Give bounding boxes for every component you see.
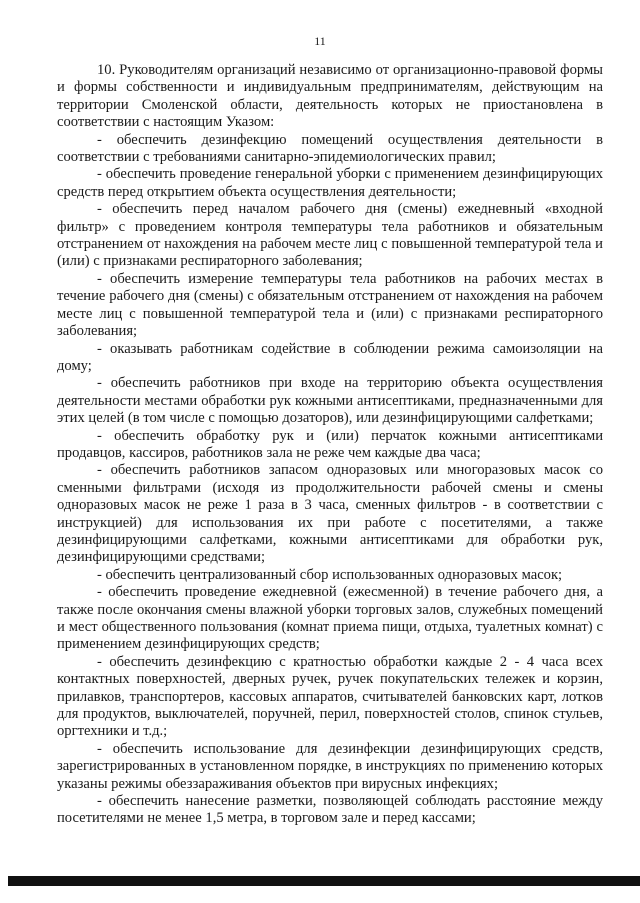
- page-number: 11: [314, 34, 326, 48]
- list-item-disinfection: - обеспечить дезинфекцию помещений осуществления деятельности в соответствии с требованиями санитарно-эпидемиологических правил;: [57, 131, 603, 166]
- section-10-intro: 10. Руководителям организаций независимо от организационно-правовой формы и формы собственности и индивидуальным предпринимателям, действующим на территории Смоленской области, деятельность которых не приостановлена в соответствии с настоящим Указом:: [57, 62, 603, 131]
- list-item-general-cleaning: - обеспечить проведение генеральной уборки с применением дезинфицирующих средств перед открытием объекта осуществления деятельности;: [57, 166, 603, 200]
- list-item-masks-supply: - обеспечить работников запасом одноразовых или многоразовых масок со сменными фильтрами (исходя из продолжительности рабочей смены и смены одноразовых масок не реже 1 раза в 3 часа, сменных фильтров - в соответствии с инструкцией) для использования их при работе с посетителями, а также дезинфицирующими салфетками, кожными антисептиками для обработки рук, дезинфицирующими средствами;: [57, 462, 603, 566]
- scan-edge-bar: [8, 876, 640, 886]
- document-body: [57, 62, 603, 828]
- list-item-mask-collection: - обеспечить централизованный сбор использованных одноразовых масок;: [97, 566, 563, 583]
- list-item-entry-filter: - обеспечить перед началом рабочего дня (смены) ежедневный «входной фильтр» с проведением контроля температуры тела работников и обязательным отстранением от нахождения на рабочем месте лиц с повышенной температурой тела и (или) с признаками респираторного заболевания;: [57, 201, 603, 270]
- list-item-wet-cleaning: - обеспечить проведение ежедневной (ежесменной) в течение рабочего дня, а также после окончания смены влажной уборки торговых залов, служебных помещений и мест общественного пользования (комнат приема пищи, отдыха, туалетных комнат) с применением дезинфицирующих средств;: [57, 584, 603, 653]
- list-item-distance-marking: - обеспечить нанесение разметки, позволяющей соблюдать расстояние между посетителями не менее 1,5 метра, в торговом зале и перед кассами;: [57, 793, 603, 827]
- list-item-hand-antiseptics: - обеспечить работников при входе на территорию объекта осуществления деятельности местами обработки рук кожными антисептиками, предназначенными для этих целей (в том числе с помощью дозаторов), или дезинфицирующими салфетками;: [57, 375, 603, 427]
- list-item-temperature-check: - обеспечить измерение температуры тела работников на рабочих местах в течение рабочего дня (смены) с обязательным отстранением от нахождения на рабочем месте лиц с повышенной температурой тела и (или) с признаками респираторного заболевания;: [57, 270, 603, 340]
- list-item-self-isolation: - оказывать работникам содействие в соблюдении режима самоизоляции на дому;: [57, 340, 603, 374]
- list-item-surface-disinfection: - обеспечить дезинфекцию с кратностью обработки каждые 2 - 4 часа всех контактных поверхностей, дверных ручек, ручек покупательских тележек и корзин, прилавков, транспортеров, кассовых аппаратов, считывателей банковских карт, лотков для продуктов, выключателей, поручней, перил, поверхностей столов, спинок стульев, оргтехники и т.д.;: [57, 653, 603, 740]
- list-item-hand-treatment: - обеспечить обработку рук и (или) перчаток кожными антисептиками продавцов, кассиров, работников зала не реже чем каждые два часа;: [57, 427, 603, 461]
- list-item-registered-disinfectants: - обеспечить использование для дезинфекции дезинфицирующих средств, зарегистрированных в установленном порядке, в инструкциях по применению которых указаны режимы обеззараживания объектов при вирусных инфекциях;: [57, 740, 603, 792]
